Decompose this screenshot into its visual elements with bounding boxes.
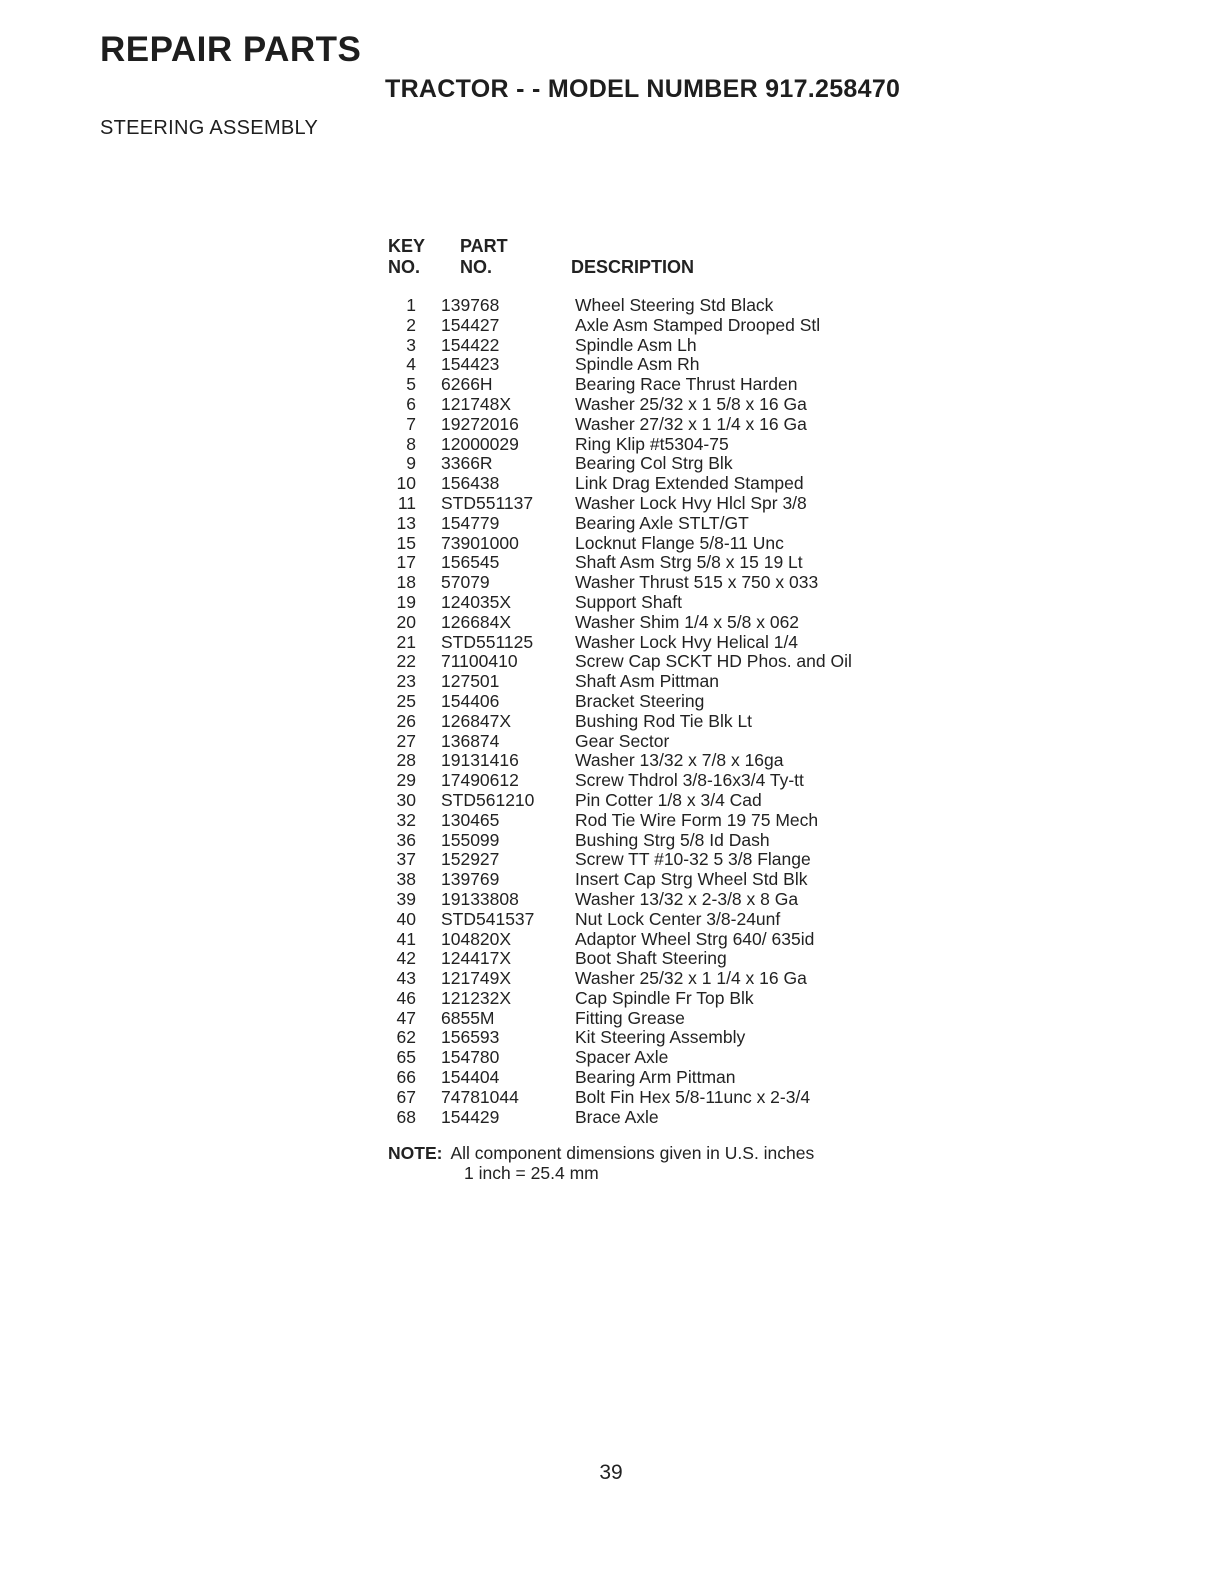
key-cell: 2 xyxy=(406,314,416,335)
part-number-cell: 121749X xyxy=(441,968,512,989)
key-cell: 40 xyxy=(396,908,416,929)
column-header-part-line1: PART xyxy=(460,236,508,256)
page-number: 39 xyxy=(599,1461,623,1484)
key-cell: 5 xyxy=(406,374,416,395)
key-cell: 25 xyxy=(396,690,416,711)
part-number-cell: STD551137 xyxy=(441,492,534,513)
page-title: REPAIR PARTS xyxy=(100,30,362,69)
description-cell: Wheel Steering Std Black xyxy=(575,295,774,315)
key-cell: 38 xyxy=(396,869,416,890)
description-cell: Bushing Rod Tie Blk Lt xyxy=(575,710,753,731)
part-number-cell: 19131416 xyxy=(441,750,519,771)
description-cell: Insert Cap Strg Wheel Std Blk xyxy=(575,869,808,890)
key-cell: 19 xyxy=(396,591,416,612)
description-cell: Bearing Axle STLT/GT xyxy=(575,512,749,533)
key-cell: 15 xyxy=(396,532,416,553)
description-cell: Washer Lock Hvy Hlcl Spr 3/8 xyxy=(575,492,807,513)
column-header-description: DESCRIPTION xyxy=(571,257,695,277)
key-cell: 62 xyxy=(396,1027,416,1048)
key-cell: 29 xyxy=(396,770,416,791)
key-cell: 21 xyxy=(396,631,416,652)
dimensions-note xyxy=(388,1143,814,1183)
description-cell: Screw TT #10-32 5 3/8 Flange xyxy=(575,849,811,870)
description-cell: Support Shaft xyxy=(575,591,683,612)
column-header-key-line1: KEY xyxy=(388,236,426,256)
description-cell: Boot Shaft Steering xyxy=(575,948,727,969)
part-number-cell: 156438 xyxy=(441,473,500,494)
key-cell: 47 xyxy=(396,1007,416,1028)
description-cell: Shaft Asm Pittman xyxy=(575,671,719,692)
part-number-cell: 121232X xyxy=(441,987,512,1008)
description-cell: Bearing Arm Pittman xyxy=(575,1067,736,1088)
part-number-cell: 3366R xyxy=(441,453,493,474)
description-cell: Bearing Col Strg Blk xyxy=(575,453,733,474)
part-number-cell: 154780 xyxy=(441,1047,500,1068)
section-title: STEERING ASSEMBLY xyxy=(100,117,319,139)
key-cell: 6 xyxy=(406,393,416,414)
part-number-cell: 126684X xyxy=(441,611,512,632)
part-number-cell: 154422 xyxy=(441,334,500,355)
description-cell: Nut Lock Center 3/8-24unf xyxy=(575,908,781,929)
description-cell: Washer 25/32 x 1 5/8 x 16 Ga xyxy=(575,393,807,414)
description-cell: Kit Steering Assembly xyxy=(575,1027,746,1048)
key-cell: 32 xyxy=(396,809,416,830)
description-cell: Fitting Grease xyxy=(575,1007,685,1028)
key-cell: 11 xyxy=(397,492,416,513)
part-number-cell: 156593 xyxy=(441,1027,500,1048)
description-cell: Gear Sector xyxy=(575,730,670,751)
part-number-cell: 154406 xyxy=(441,690,500,711)
description-cell: Cap Spindle Fr Top Blk xyxy=(575,987,754,1008)
part-number-cell: 19272016 xyxy=(441,413,519,434)
part-number-cell: 126847X xyxy=(441,710,512,731)
key-cell: 39 xyxy=(396,888,416,909)
key-cell: 26 xyxy=(396,710,416,731)
key-cell: 46 xyxy=(396,987,416,1008)
part-number-cell: 136874 xyxy=(441,730,500,751)
part-number-cell: 156545 xyxy=(441,552,500,573)
part-number-cell: 127501 xyxy=(441,671,500,692)
key-cell: 42 xyxy=(396,948,416,969)
description-cell: Washer Thrust 515 x 750 x 033 xyxy=(575,572,819,593)
description-cell: Screw Thdrol 3/8-16x3/4 Ty-tt xyxy=(575,770,804,791)
description-cell: Brace Axle xyxy=(575,1106,659,1127)
part-number-cell: 6855M xyxy=(441,1007,495,1028)
part-number-cell: 154423 xyxy=(441,354,500,375)
key-cell: 65 xyxy=(396,1047,416,1068)
description-cell: Washer Shim 1/4 x 5/8 x 062 xyxy=(575,611,800,632)
note-line-1: All component dimensions given in U.S. inches xyxy=(450,1143,815,1163)
part-number-cell: STD561210 xyxy=(441,789,535,810)
description-cell: Adaptor Wheel Strg 640/ 635id xyxy=(575,928,815,949)
key-cell: 66 xyxy=(396,1067,416,1088)
column-header-part-line2: NO. xyxy=(460,257,493,277)
column-header-key-line2: NO. xyxy=(388,257,421,277)
key-cell: 20 xyxy=(396,611,416,632)
part-number-cell: 130465 xyxy=(441,809,500,830)
description-cell: Rod Tie Wire Form 19 75 Mech xyxy=(575,809,819,830)
part-number-cell: 124035X xyxy=(441,591,512,612)
key-cell: 68 xyxy=(396,1106,416,1127)
description-cell: Bracket Steering xyxy=(575,690,705,711)
part-number-cell: STD551125 xyxy=(441,631,534,652)
part-number-cell: 74781044 xyxy=(441,1086,519,1107)
key-cell: 43 xyxy=(396,968,416,989)
note-label: NOTE: xyxy=(388,1143,443,1163)
key-cell: 41 xyxy=(396,928,416,949)
part-number-cell: 155099 xyxy=(441,829,500,850)
part-number-cell: 19133808 xyxy=(441,888,519,909)
key-cell: 23 xyxy=(396,671,416,692)
description-cell: Bearing Race Thrust Harden xyxy=(575,374,798,395)
key-cell: 28 xyxy=(396,750,416,771)
part-number-cell: 73901000 xyxy=(441,532,519,553)
key-cell: 7 xyxy=(406,413,416,434)
description-cell: Ring Klip #t5304-75 xyxy=(575,433,729,454)
note-line-2: 1 inch = 25.4 mm xyxy=(464,1163,599,1183)
key-cell: 4 xyxy=(406,354,416,375)
part-number-cell: 121748X xyxy=(441,393,512,414)
part-number-cell: 139769 xyxy=(441,869,500,890)
part-number-cell: 154779 xyxy=(441,512,500,533)
key-cell: 30 xyxy=(396,789,416,810)
description-cell: Washer 27/32 x 1 1/4 x 16 Ga xyxy=(575,413,807,434)
description-cell: Pin Cotter 1/8 x 3/4 Cad xyxy=(575,789,762,810)
part-number-cell: 57079 xyxy=(441,572,490,593)
key-cell: 27 xyxy=(396,730,416,751)
part-number-cell: STD541537 xyxy=(441,908,535,929)
description-cell: Screw Cap SCKT HD Phos. and Oil xyxy=(575,651,852,672)
key-cell: 9 xyxy=(406,453,416,474)
key-cell: 13 xyxy=(396,512,416,533)
part-number-cell: 154429 xyxy=(441,1106,500,1127)
part-number-cell: 104820X xyxy=(441,928,512,949)
part-number-cell: 154427 xyxy=(441,314,500,335)
part-number-cell: 17490612 xyxy=(441,770,519,791)
part-number-cell: 152927 xyxy=(441,849,500,870)
key-cell: 17 xyxy=(396,552,416,573)
description-cell: Washer 13/32 x 2-3/8 x 8 Ga xyxy=(575,888,799,909)
key-cell: 22 xyxy=(396,651,416,672)
key-cell: 3 xyxy=(406,334,416,355)
description-cell: Shaft Asm Strg 5/8 x 15 19 Lt xyxy=(575,552,803,573)
part-number-cell: 71100410 xyxy=(441,651,518,672)
description-cell: Spindle Asm Lh xyxy=(575,334,697,355)
part-number-cell: 139768 xyxy=(441,295,500,315)
key-cell: 36 xyxy=(396,829,416,850)
part-number-cell: 12000029 xyxy=(441,433,519,454)
description-cell: Link Drag Extended Stamped xyxy=(575,473,804,494)
description-cell: Bushing Strg 5/8 Id Dash xyxy=(575,829,770,850)
description-cell: Bolt Fin Hex 5/8-11unc x 2-3/4 xyxy=(575,1086,811,1107)
description-cell: Washer 25/32 x 1 1/4 x 16 Ga xyxy=(575,968,807,989)
description-cell: Spacer Axle xyxy=(575,1047,669,1068)
description-cell: Washer 13/32 x 7/8 x 16ga xyxy=(575,750,784,771)
description-cell: Axle Asm Stamped Drooped Stl xyxy=(575,314,821,335)
description-cell: Spindle Asm Rh xyxy=(575,354,700,375)
key-cell: 10 xyxy=(396,473,416,494)
part-number-cell: 6266H xyxy=(441,374,493,395)
key-cell: 37 xyxy=(396,849,416,870)
part-number-cell: 124417X xyxy=(441,948,512,969)
key-cell: 67 xyxy=(396,1086,416,1107)
part-number-cell: 154404 xyxy=(441,1067,500,1088)
model-title: TRACTOR - - MODEL NUMBER 917.258470 xyxy=(385,75,901,103)
key-cell: 18 xyxy=(396,572,416,593)
description-cell: Washer Lock Hvy Helical 1/4 xyxy=(575,631,799,652)
description-cell: Locknut Flange 5/8-11 Unc xyxy=(575,532,784,553)
key-cell: 1 xyxy=(406,295,416,315)
key-cell: 8 xyxy=(406,433,416,454)
